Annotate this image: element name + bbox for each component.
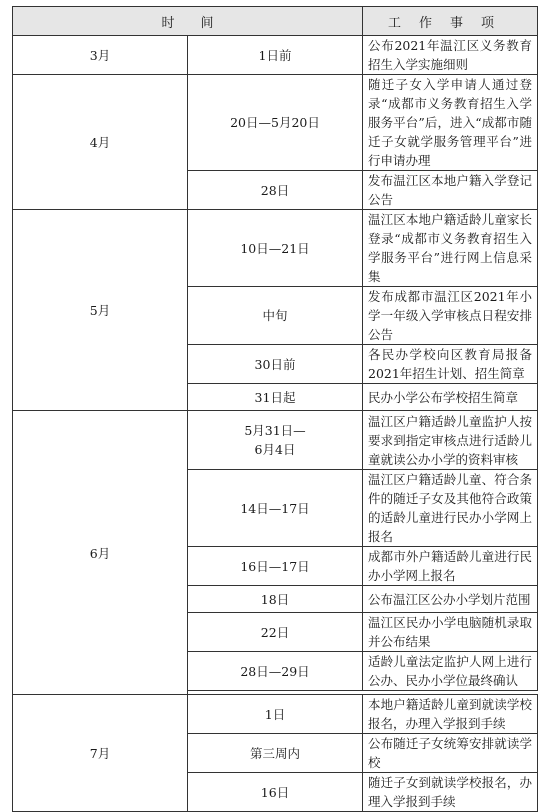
time-cell: 22日	[188, 613, 363, 652]
header-work: 工作事项	[363, 7, 538, 36]
month-cell: 4月	[13, 75, 188, 210]
work-item-cell: 公布温江区公办小学划片范围	[363, 586, 538, 613]
work-item-cell: 温江区户籍适龄儿童、符合条件的随迁子女及其他符合政策的适龄儿童进行民办小学网上报名	[363, 470, 538, 547]
work-item-cell: 随迁子女到就读学校报名，办理入学报到手续	[363, 773, 538, 812]
work-item-cell: 各民办学校向区教育局报备2021年招生计划、招生简章	[363, 345, 538, 384]
work-item-cell: 公布2021年温江区义务教育招生入学实施细则	[363, 36, 538, 75]
month-cell: 5月	[13, 210, 188, 411]
work-item-cell: 随迁子女入学申请人通过登录“成都市义务教育招生入学服务平台”后，进入“成都市随迁子女就学服务管理平台”进行申请办理	[363, 75, 538, 171]
schedule-row	[13, 695, 538, 734]
work-item-cell: 温江区户籍适龄儿童监护人按要求到指定审核点进行适龄儿童就读公办小学的资料审核	[363, 411, 538, 470]
work-item-cell: 民办小学公布学校招生简章	[363, 384, 538, 411]
work-item-cell: 温江区本地户籍适龄儿童家长登录“成都市义务教育招生入学服务平台”进行网上信息采集	[363, 210, 538, 287]
time-cell: 18日	[188, 586, 363, 613]
schedule-table	[12, 6, 538, 812]
work-item-cell: 适龄儿童法定监护人网上进行公办、民办小学位最终确认	[363, 652, 538, 691]
time-cell: 16日—17日	[188, 547, 363, 586]
time-cell: 14日—17日	[188, 470, 363, 547]
header-time: 时 间	[13, 7, 363, 36]
month-cell: 3月	[13, 36, 188, 75]
month-cell: 7月	[13, 695, 188, 812]
schedule-row	[13, 210, 538, 287]
work-item-cell: 发布温江区本地户籍入学登记公告	[363, 171, 538, 210]
schedule-body	[13, 36, 538, 812]
time-cell: 31日起	[188, 384, 363, 411]
time-cell: 5月31日— 6月4日	[188, 411, 363, 470]
schedule-row	[13, 411, 538, 470]
work-item-cell: 温江区民办小学电脑随机录取并公布结果	[363, 613, 538, 652]
time-cell: 中旬	[188, 287, 363, 345]
time-cell: 30日前	[188, 345, 363, 384]
time-cell: 1日	[188, 695, 363, 734]
header-row	[13, 7, 538, 36]
time-cell: 10日—21日	[188, 210, 363, 287]
schedule-row	[13, 75, 538, 171]
time-cell: 16日	[188, 773, 363, 812]
work-item-cell: 成都市外户籍适龄儿童进行民办小学网上报名	[363, 547, 538, 586]
time-cell: 28日	[188, 171, 363, 210]
work-item-cell: 本地户籍适龄儿童到就读学校报名，办理入学报到手续	[363, 695, 538, 734]
time-cell: 20日—5月20日	[188, 75, 363, 171]
time-cell: 28日—29日	[188, 652, 363, 691]
work-item-cell: 公布随迁子女统筹安排就读学校	[363, 734, 538, 773]
work-item-cell: 发布成都市温江区2021年小学一年级入学审核点日程安排公告	[363, 287, 538, 345]
time-cell: 第三周内	[188, 734, 363, 773]
schedule-row	[13, 36, 538, 75]
time-cell: 1日前	[188, 36, 363, 75]
month-cell: 6月	[13, 411, 188, 695]
